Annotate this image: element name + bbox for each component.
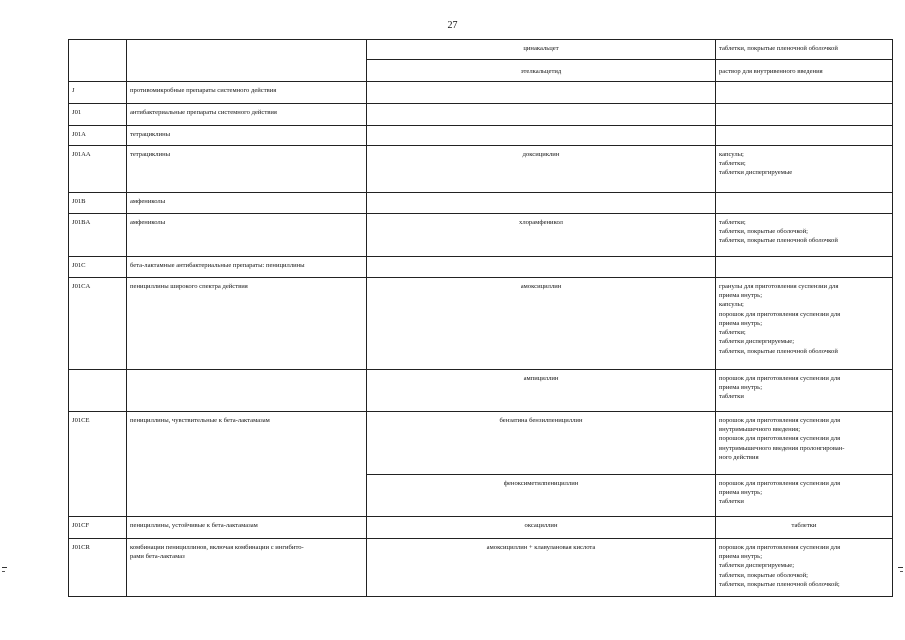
group-name-cell: бета-лактамные антибактериальные препараты: пенициллины: [127, 257, 367, 278]
group-name-cell: [127, 370, 367, 412]
drug-name-cell: хлорамфеникол: [367, 214, 716, 257]
dosage-form-cell: порошок для приготовления суспензии для приема внутрь; таблетки: [716, 370, 893, 412]
drug-name-cell: оксациллин: [367, 517, 716, 539]
drug-name-cell: [367, 193, 716, 214]
atc-code-cell: J01CA: [69, 278, 127, 370]
dosage-form-cell: таблетки, покрытые пленочной оболочкой: [716, 40, 893, 60]
atc-code-cell: J01: [69, 104, 127, 126]
table-row: [69, 257, 893, 278]
drug-name-cell: феноксиметилпенициллин: [367, 475, 716, 517]
group-name-cell: пенициллины широкого спектра действия: [127, 278, 367, 370]
table-row: [69, 146, 893, 193]
table-row: [69, 126, 893, 146]
dosage-form-cell: порошок для приготовления суспензии для внутримышечного введения; порошок для приготовления суспензии для внутримышечного введения пролонгирован- ного действия: [716, 412, 893, 475]
dosage-form-cell: [716, 126, 893, 146]
group-name-cell: тетрациклины: [127, 126, 367, 146]
left-margin-mark-secondary: [2, 571, 5, 572]
dosage-form-cell: капсулы; таблетки; таблетки диспергируемые: [716, 146, 893, 193]
dosage-form-cell: [716, 104, 893, 126]
drug-name-cell: амоксициллин: [367, 278, 716, 370]
atc-code-cell: J01B: [69, 193, 127, 214]
table-row: [69, 104, 893, 126]
table-row: [69, 370, 893, 412]
drug-name-cell: доксициклин: [367, 146, 716, 193]
drug-name-cell: [367, 82, 716, 104]
table-row: [69, 517, 893, 539]
dosage-form-cell: порошок для приготовления суспензии для приема внутрь; таблетки: [716, 475, 893, 517]
group-name-cell: амфениколы: [127, 214, 367, 257]
table-row: [69, 82, 893, 104]
dosage-form-cell: [716, 257, 893, 278]
atc-code-cell: J01CR: [69, 539, 127, 597]
atc-code-cell: J01CF: [69, 517, 127, 539]
drug-name-cell: амоксициллин + клавулановая кислота: [367, 539, 716, 597]
group-name-cell: пенициллины, устойчивые к бета-лактамазам: [127, 517, 367, 539]
dosage-form-cell: [716, 193, 893, 214]
group-name-cell: противомикробные препараты системного действия: [127, 82, 367, 104]
group-name-cell: тетрациклины: [127, 146, 367, 193]
drug-name-cell: бензатина бензилпенициллин: [367, 412, 716, 475]
page-number: 27: [447, 20, 458, 31]
dosage-form-cell: гранулы для приготовления суспензии для приема внутрь; капсулы; порошок для приготовления суспензии для приема внутрь; таблетки; таблетки диспергируемые; таблетки, покрытые пленочной оболочкой: [716, 278, 893, 370]
left-margin-mark: [2, 567, 7, 568]
table-row: [69, 278, 893, 370]
drug-name-cell: цинакальцет: [367, 40, 716, 60]
table-row: [69, 193, 893, 214]
table-row: [69, 214, 893, 257]
drug-name-cell: [367, 257, 716, 278]
atc-code-cell: J01C: [69, 257, 127, 278]
atc-code-cell: J01CE: [69, 412, 127, 517]
atc-code-cell: J01BA: [69, 214, 127, 257]
group-name-cell: антибактериальные препараты системного действия: [127, 104, 367, 126]
drug-name-cell: ампициллин: [367, 370, 716, 412]
dosage-form-cell: таблетки: [716, 517, 893, 539]
right-margin-mark: [898, 567, 903, 568]
group-name-cell: пенициллины, чувствительные к бета-лактамазам: [127, 412, 367, 517]
group-name-cell: амфениколы: [127, 193, 367, 214]
group-name-cell: [127, 40, 367, 82]
atc-code-cell: [69, 370, 127, 412]
atc-code-cell: J01A: [69, 126, 127, 146]
drug-name-cell: [367, 104, 716, 126]
dosage-form-cell: порошок для приготовления суспензии для приема внутрь; таблетки диспергируемые; таблетки, покрытые оболочкой; таблетки, покрытые пленочной оболочкой;: [716, 539, 893, 597]
dosage-form-cell: [716, 82, 893, 104]
medication-table: [68, 39, 893, 597]
dosage-form-cell: раствор для внутривенного введения: [716, 60, 893, 82]
dosage-form-cell: таблетки; таблетки, покрытые оболочкой; таблетки, покрытые пленочной оболочкой: [716, 214, 893, 257]
drug-name-cell: [367, 126, 716, 146]
table-row: [69, 40, 893, 60]
drug-name-cell: этелкальцетид: [367, 60, 716, 82]
table-row: [69, 539, 893, 597]
atc-code-cell: J: [69, 82, 127, 104]
group-name-cell: комбинации пенициллинов, включая комбинации с ингибито- рами бета-лактамаз: [127, 539, 367, 597]
atc-code-cell: J01AA: [69, 146, 127, 193]
atc-code-cell: [69, 40, 127, 82]
right-margin-mark-secondary: [900, 571, 903, 572]
table-row: [69, 412, 893, 475]
